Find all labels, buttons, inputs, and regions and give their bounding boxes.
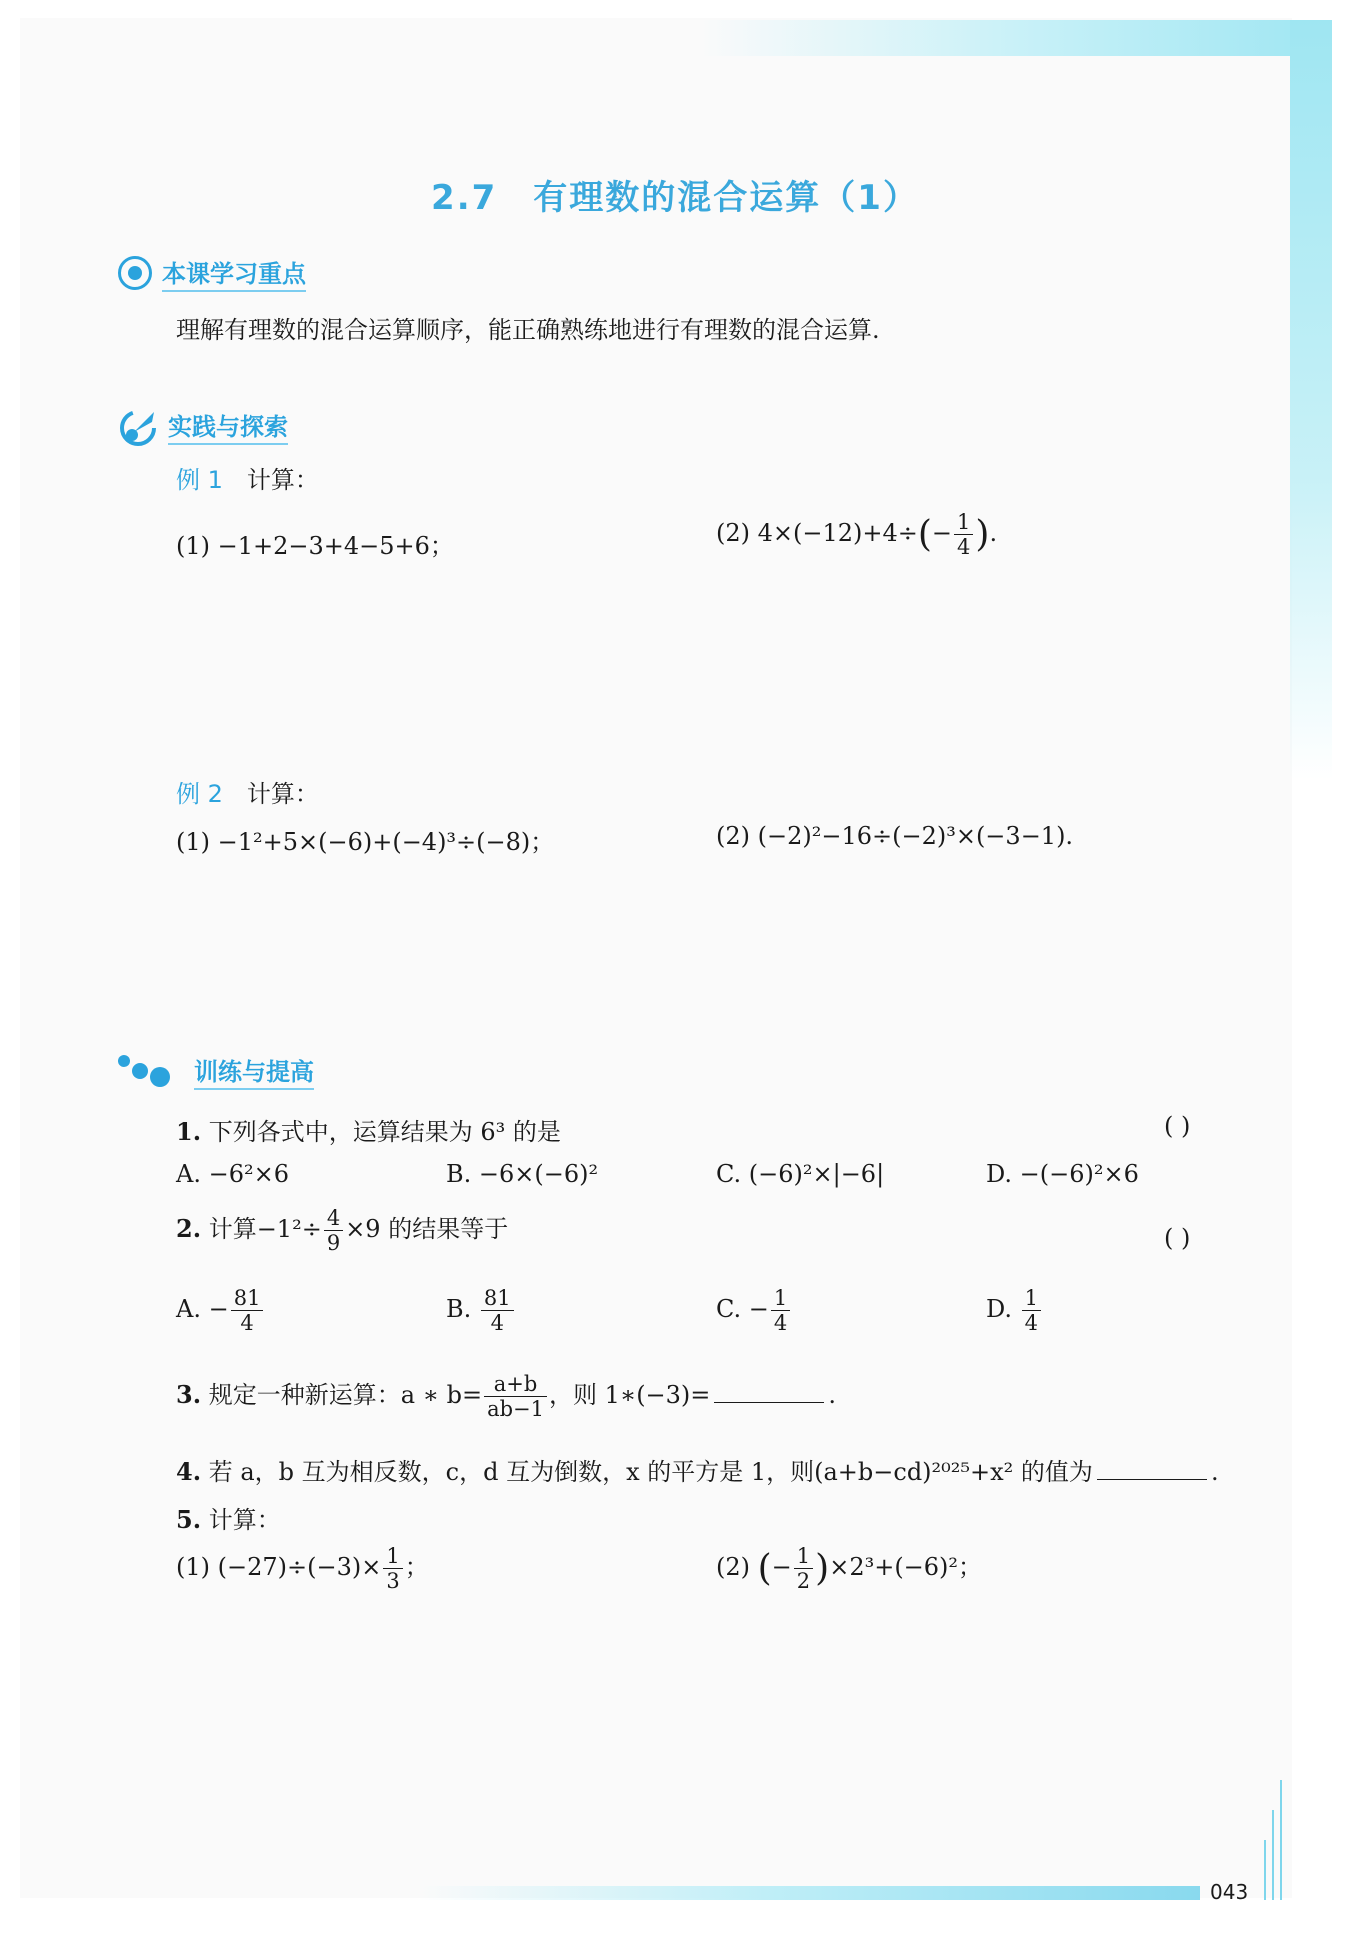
q1-option-b: B. −6×(−6)² <box>446 1160 599 1188</box>
q5-text: 5. 计算： <box>176 1505 281 1534</box>
fraction: $\frac{1}{4}$ <box>954 510 973 559</box>
q5-part1: (1) (−27)÷(−3)× $\frac{1}{3}$ ； <box>176 1544 429 1594</box>
example2-header <box>176 774 319 809</box>
q1-option-d: D. −(−6)²×6 <box>986 1160 1139 1188</box>
q2-text: 2. 计算−1²÷ $\frac{4}{9}$ ×9 的结果等于 <box>176 1206 509 1256</box>
example1-header <box>176 460 319 495</box>
training-heading-label: 训练与提高 <box>194 1052 314 1090</box>
example2-part2: (2) (−2)²−16÷(−2)³×(−3−1). <box>716 822 1074 850</box>
page-background <box>20 18 1292 1898</box>
right-decor-band <box>1290 20 1332 780</box>
q2-option-d: D. $\frac{1}{4}$ <box>986 1286 1043 1335</box>
q4-blank[interactable] <box>1097 1479 1207 1480</box>
page-title <box>0 170 1350 219</box>
focus-heading-label: 本课学习重点 <box>162 254 306 292</box>
q5-part2: (2) (− $\frac{1}{2}$ )×2³+(−6)²； <box>716 1544 983 1594</box>
q1-answer-paren: ( ) <box>1164 1112 1191 1140</box>
q2-option-a: A. − $\frac{81}{4}$ <box>176 1286 265 1335</box>
example1-part2: (2) 4×(−12)+4÷(− $\frac{1}{4}$ ). <box>716 510 998 560</box>
section-number: 2.7 <box>431 178 498 218</box>
footer-decor-bar <box>420 1886 1200 1900</box>
example1-label: 例 1 <box>176 466 223 494</box>
example2-prompt: 计算： <box>246 780 319 808</box>
section-title: 有理数的混合运算（1） <box>533 178 919 218</box>
q4-text: 4. 若 a，b 互为相反数，c，d 互为倒数，x 的平方是 1，则(a+b−cd)²⁰²⁵+x² 的值为 . <box>176 1457 1219 1486</box>
practice-heading <box>118 404 288 448</box>
q1-text: 1. 下列各式中，运算结果为 6³ 的是 <box>176 1117 561 1146</box>
q2-option-c: C. − $\frac{1}{4}$ <box>716 1286 792 1335</box>
practice-icon <box>118 404 162 448</box>
dots-icon <box>116 1053 186 1089</box>
example1-part1: (1) −1+2−3+4−5+6； <box>176 532 454 560</box>
focus-heading <box>118 254 306 292</box>
training-heading <box>116 1052 314 1090</box>
page-number: 043 <box>1210 1880 1249 1904</box>
target-icon <box>118 256 152 290</box>
example1-prompt: 计算： <box>246 466 319 494</box>
q1-option-c: C. (−6)²×|−6| <box>716 1160 885 1188</box>
q3-blank[interactable] <box>714 1402 824 1403</box>
q2-option-b: B. $\frac{81}{4}$ <box>446 1286 516 1335</box>
focus-body: 理解有理数的混合运算顺序，能正确熟练地进行有理数的混合运算. <box>176 316 880 344</box>
example2-label: 例 2 <box>176 780 223 808</box>
q3-text: 3. 规定一种新运算：a ∗ b= $\frac{a+b}{ab-1}$ ，则 1∗(−3)= . <box>176 1372 837 1422</box>
example2-part1: (1) −1²+5×(−6)+(−4)³÷(−8)； <box>176 828 555 856</box>
practice-heading-label: 实践与探索 <box>168 407 288 445</box>
q2-answer-paren: ( ) <box>1164 1224 1191 1252</box>
q1-option-a: A. −6²×6 <box>176 1160 289 1188</box>
top-decor-band <box>700 20 1332 56</box>
footer-decor-lines <box>1260 1780 1290 1900</box>
